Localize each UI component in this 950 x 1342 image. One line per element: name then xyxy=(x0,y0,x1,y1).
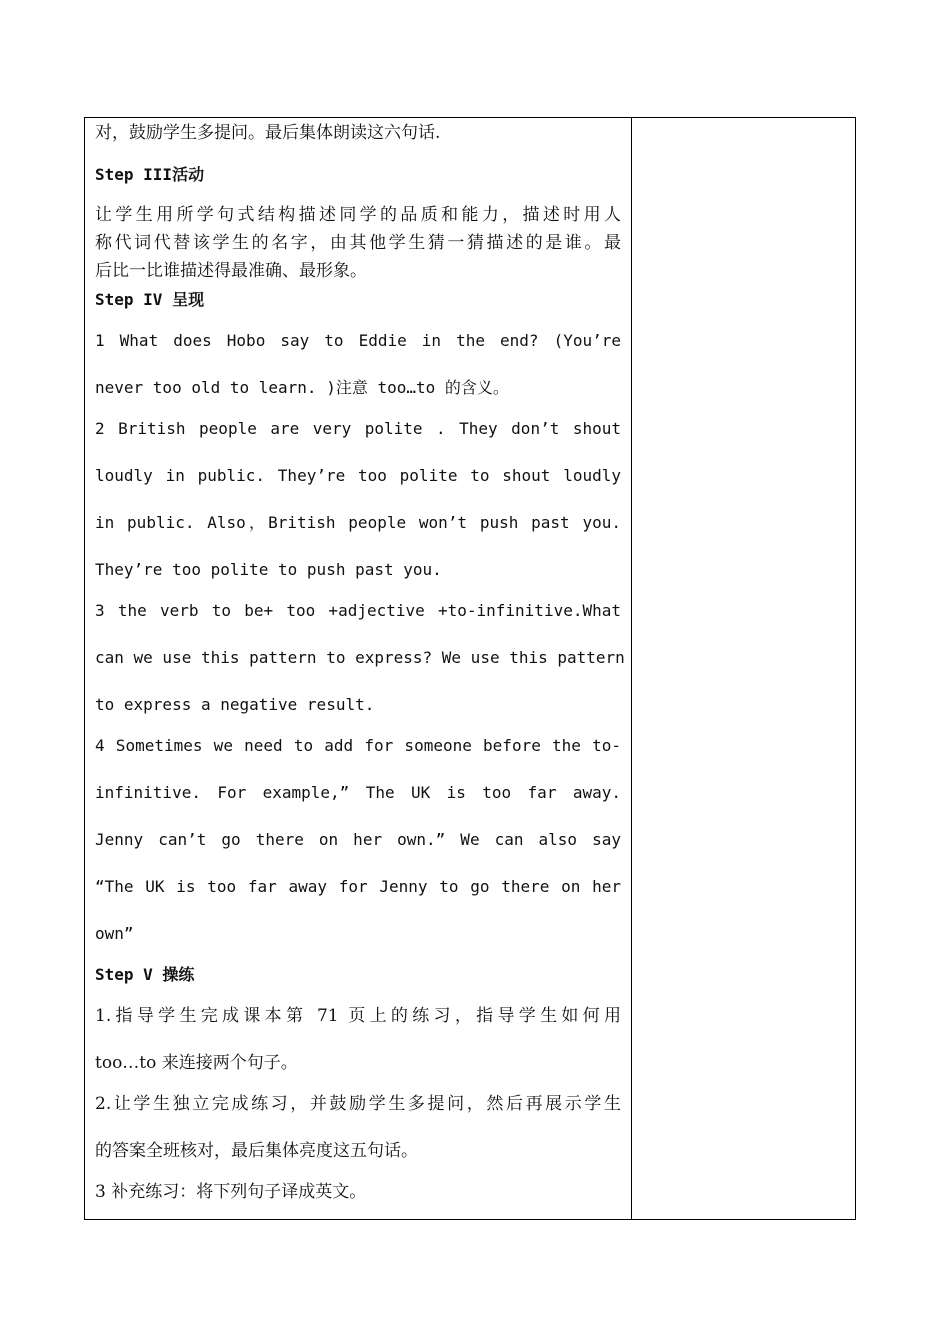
step3-line: 称代词代替该学生的名字，由其他学生猜一猜描述的是谁。最 xyxy=(95,233,621,253)
step3-line: 让学生用所学句式结构描述同学的品质和能力，描述时用人 xyxy=(95,205,621,225)
step4-p2-line: 2 British people are very polite . They don’t shout xyxy=(95,419,621,438)
step5-item2-line: 的答案全班核对，最后集体亮度这五句话。 xyxy=(95,1141,418,1161)
step4-heading: Step IV 呈现 xyxy=(95,290,205,309)
step4-p1-line: never too old to learn. )注意 too…to 的含义。 xyxy=(95,378,509,397)
step4-p4-line: “The UK is too far away for Jenny to go there on her xyxy=(95,877,621,896)
step4-p2-line: loudly in public. They’re too polite to shout loudly xyxy=(95,466,621,485)
step5-item1-line: too…to 来连接两个句子。 xyxy=(95,1053,298,1073)
step4-p4-line: 4 Sometimes we need to add for someone before the to- xyxy=(95,736,621,755)
step5-item1-line: 1.指导学生完成课本第 71 页上的练习，指导学生如何用 xyxy=(95,1006,621,1026)
lesson-table xyxy=(84,117,856,1220)
step4-p4-line: Jenny can’t go there on her own.” We can also say xyxy=(95,830,621,849)
step3-line: 后比一比谁描述得最准确、最形象。 xyxy=(95,261,367,281)
step4-p3-line: 3 the verb to be+ too +adjective +to-infinitive.What xyxy=(95,601,621,620)
step5-item3: 3 补充练习：将下列句子译成英文。 xyxy=(95,1182,367,1202)
step4-p4-line: own” xyxy=(95,924,134,943)
step4-p2-line: They’re too polite to push past you. xyxy=(95,560,442,579)
step4-p3-line: to express a negative result. xyxy=(95,695,375,714)
step5-item2-line: 2.让学生独立完成练习，并鼓励学生多提问，然后再展示学生 xyxy=(95,1094,621,1114)
column-divider xyxy=(631,118,632,1219)
step4-p3-line: can we use this pattern to express? We use this pattern xyxy=(95,648,625,667)
intro-line: 对，鼓励学生多提问。最后集体朗读这六句话. xyxy=(95,123,441,143)
step4-p1-line: 1 What does Hobo say to Eddie in the end? (You’re xyxy=(95,331,621,350)
step3-heading: Step III活动 xyxy=(95,165,205,184)
step4-p4-line: infinitive. For example,” The UK is too far away. xyxy=(95,783,621,802)
step4-p2-line: in public. Also，British people won’t push past you. xyxy=(95,513,621,532)
step5-heading: Step V 操练 xyxy=(95,965,195,984)
